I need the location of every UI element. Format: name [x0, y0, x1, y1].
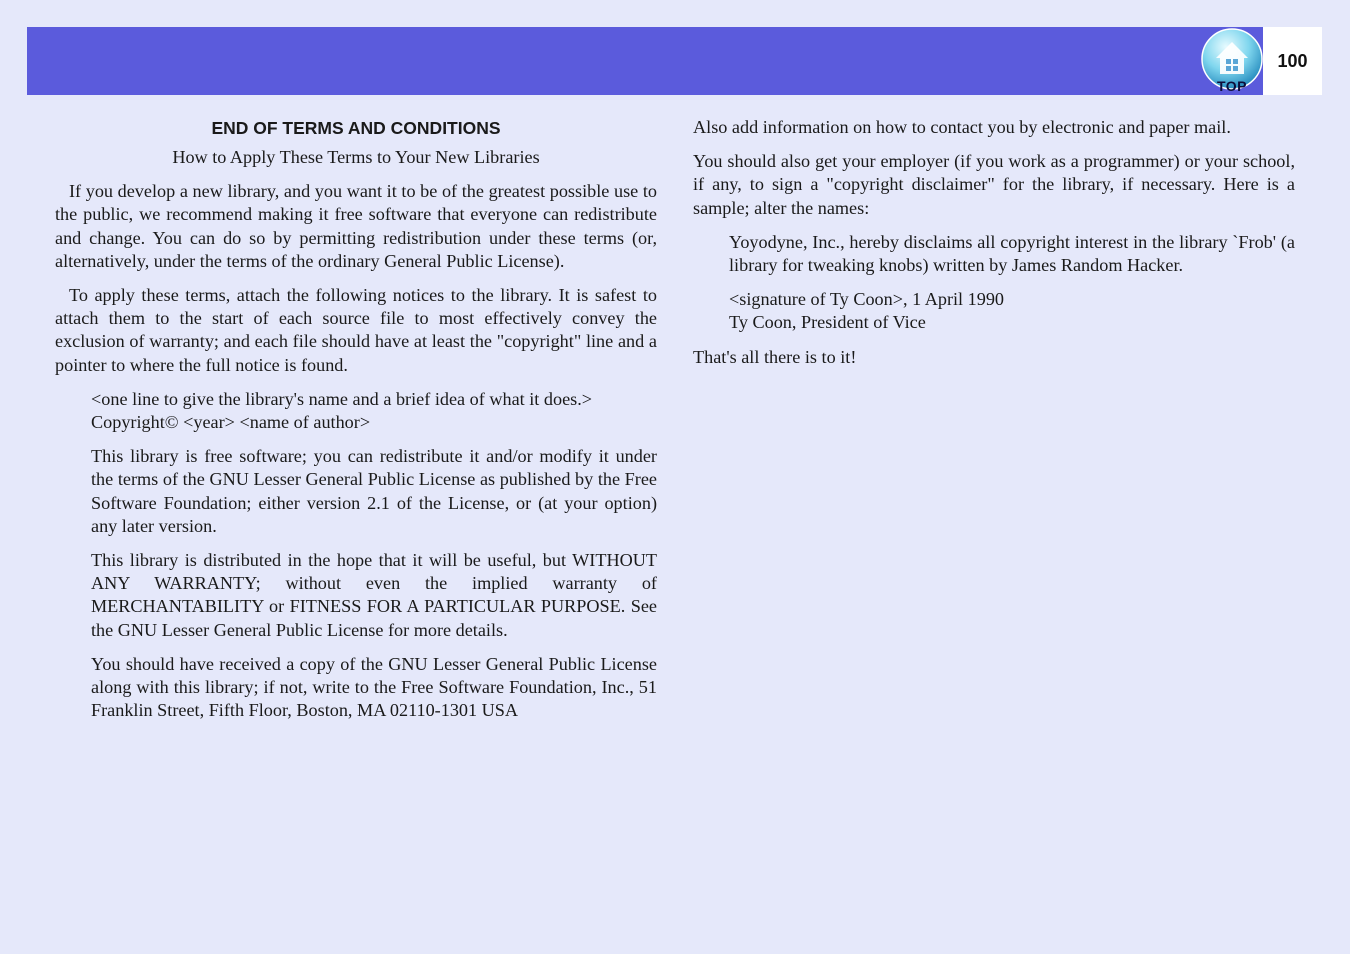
signature-title: Ty Coon, President of Vice	[729, 312, 926, 333]
copyright-line: Copyright© <year> <name of author>	[91, 412, 371, 433]
page-number: 100	[1263, 27, 1322, 95]
signature-block	[729, 288, 1295, 334]
section-subheading: How to Apply These Terms to Your New Libraries	[172, 147, 540, 167]
notice-paragraph: This library is distributed in the hope that it will be useful, but WITHOUT ANY WARRANTY; without even the implied warranty of MERCHANTABILITY or FITNESS FOR A PARTICULAR PURPOSE. See the GNU Lesser General Public License for more details.	[91, 550, 657, 640]
sample-disclaimer: Yoyodyne, Inc., hereby disclaims all copyright interest in the library `Frob' (a library for tweaking knobs) written by James Random Hacker.	[729, 231, 1295, 276]
notice-header	[91, 388, 657, 434]
paragraph: You should also get your employer (if you work as a programmer) or your school, if any, to sign a "copyright disclaimer" for the library, if necessary. Here is a sample; alter the names:	[693, 151, 1295, 218]
closing-line: That's all there is to it!	[693, 346, 857, 367]
left-column	[55, 116, 657, 733]
notice-paragraph: This library is free software; you can redistribute it and/or modify it under the terms of the GNU Lesser General Public License as published by the Free Software Foundation; either version 2.1 of the License, or (at your option) any later version.	[91, 446, 657, 536]
paragraph: To apply these terms, attach the following notices to the library. It is safest to attach them to the start of each source file to most effectively convey the exclusion of warranty; and each file should have at least the "copyright" line and a pointer to where the full notice is found.	[55, 285, 657, 375]
top-button[interactable]	[1200, 28, 1264, 94]
header-bar	[27, 27, 1263, 95]
paragraph: Also add information on how to contact you by electronic and paper mail.	[693, 117, 1231, 137]
signature-line: <signature of Ty Coon>, 1 April 1990	[729, 289, 1005, 310]
notice-line: <one line to give the library's name and a brief idea of what it does.>	[91, 388, 593, 409]
section-heading: END OF TERMS AND CONDITIONS	[211, 118, 501, 138]
right-column	[693, 116, 1295, 380]
paragraph: If you develop a new library, and you want it to be of the greatest possible use to the public, we recommend making it free software that everyone can redistribute and change. You can do so by permitting redistribution under these terms (or, alternatively, under the terms of the ordinary General Public License).	[55, 181, 657, 271]
notice-paragraph: You should have received a copy of the GNU Lesser General Public License along with this library; if not, write to the Free Software Foundation, Inc., 51 Franklin Street, Fifth Floor, Boston, MA 02110-1301 USA	[91, 653, 657, 721]
top-label: TOP	[1216, 78, 1248, 94]
